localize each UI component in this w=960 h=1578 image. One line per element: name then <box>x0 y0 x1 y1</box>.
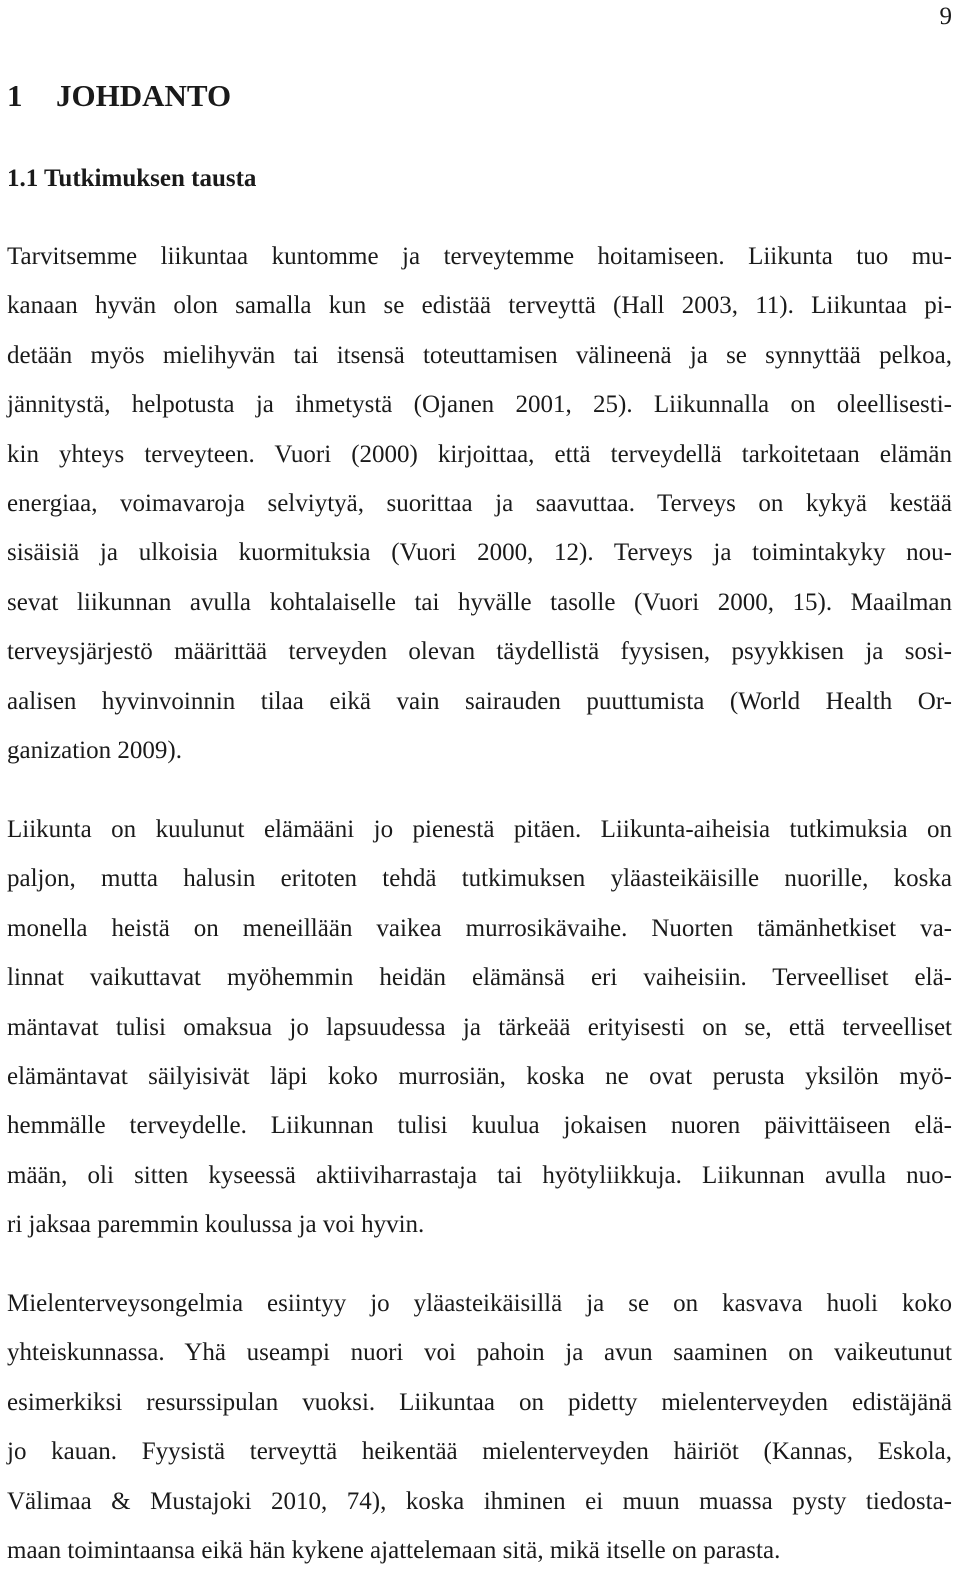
text-line: terveysjärjestö määrittää terveyden olevan täydellistä fyysisen, psyykkisen ja sosi- <box>7 638 952 666</box>
text-line: jo kauan. Fyysistä terveyttä heikentää mielenterveyden häiriöt (Kannas, Eskola, <box>7 1438 952 1466</box>
text-line: sevat liikunnan avulla kohtalaiselle tai hyvälle tasolle (Vuori 2000, 15). Maailman <box>7 588 952 616</box>
chapter-number: 1 <box>7 78 23 113</box>
text-line: Tarvitsemme liikuntaa kuntomme ja terveytemme hoitamiseen. Liikunta tuo mu- <box>7 243 952 270</box>
paragraph-2 <box>7 805 952 1250</box>
text-line: kin yhteys terveyteen. Vuori (2000) kirjoittaa, että terveydellä tarkoitetaan elämän <box>7 440 952 468</box>
text-line: yhteiskunnassa. Yhä useampi nuori voi pahoin ja avun saaminen on vaikeutunut <box>7 1339 952 1367</box>
chapter-heading <box>7 76 231 116</box>
text-line: detään myös mielihyvän tai itsensä toteuttamisen välineenä ja se synnyttää pelkoa, <box>7 341 952 369</box>
text-line: sisäisiä ja ulkoisia kuormituksia (Vuori 2000, 12). Terveys ja toimintakyky nou- <box>7 539 952 567</box>
text-line: paljon, mutta halusin eritoten tehdä tutkimuksen yläasteikäisille nuorille, koska <box>7 865 952 893</box>
text-line: Liikunta on kuulunut elämääni jo pienestä pitäen. Liikunta-aiheisia tutkimuksia on <box>7 816 952 843</box>
text-line: Välimaa & Mustajoki 2010, 74), koska ihminen ei muun muassa pysty tiedosta- <box>7 1487 952 1515</box>
text-line: energiaa, voimavaroja selviytyä, suorittaa ja saavuttaa. Terveys on kykyä kestää <box>7 489 952 517</box>
text-line: aalisen hyvinvoinnin tilaa eikä vain sairauden puuttumista (World Health Or- <box>7 687 952 715</box>
text-line: maan toimintaansa eikä hän kykene ajattelemaan sitä, mikä itselle on parasta. <box>7 1536 781 1564</box>
text-line: kanaan hyvän olon samalla kun se edistää terveyttä (Hall 2003, 11). Liikuntaa pi- <box>7 292 952 320</box>
paragraph-3 <box>7 1279 952 1575</box>
text-line: linnat vaikuttavat myöhemmin heidän elämänsä eri vaiheisiin. Terveelliset elä- <box>7 964 952 992</box>
text-line: ri jaksaa paremmin koulussa ja voi hyvin. <box>7 1211 425 1239</box>
text-line: hemmälle terveydelle. Liikunnan tulisi kuulua jokaisen nuoren päivittäiseen elä- <box>7 1112 952 1140</box>
text-line: Mielenterveysongelmia esiintyy jo yläasteikäisillä ja se on kasvava huoli koko <box>7 1290 952 1317</box>
page-number: 9 <box>939 3 952 30</box>
text-line: mäntavat tulisi omaksua jo lapsuudessa ja tärkeää erityisesti on se, että terveelliset <box>7 1013 952 1041</box>
text-line: ganization 2009). <box>7 736 182 764</box>
text-line: elämäntavat säilyisivät läpi koko murrosiän, koska ne ovat perusta yksilön myö- <box>7 1062 952 1090</box>
chapter-title: JOHDANTO <box>56 78 232 113</box>
text-line: mään, oli sitten kyseessä aktiiviharrastaja tai hyötyliikkuja. Liikunnan avulla nuo- <box>7 1161 952 1189</box>
text-line: jännitystä, helpotusta ja ihmetystä (Ojanen 2001, 25). Liikunnalla on oleellisesti- <box>7 391 952 419</box>
text-line: esimerkiksi resurssipulan vuoksi. Liikuntaa on pidetty mielenterveyden edistäjänä <box>7 1388 952 1416</box>
paragraph-1 <box>7 232 952 775</box>
text-line: monella heistä on meneillään vaikea murrosikävaihe. Nuorten tämänhetkiset va- <box>7 914 952 942</box>
section-heading: 1.1 Tutkimuksen tausta <box>7 165 257 192</box>
